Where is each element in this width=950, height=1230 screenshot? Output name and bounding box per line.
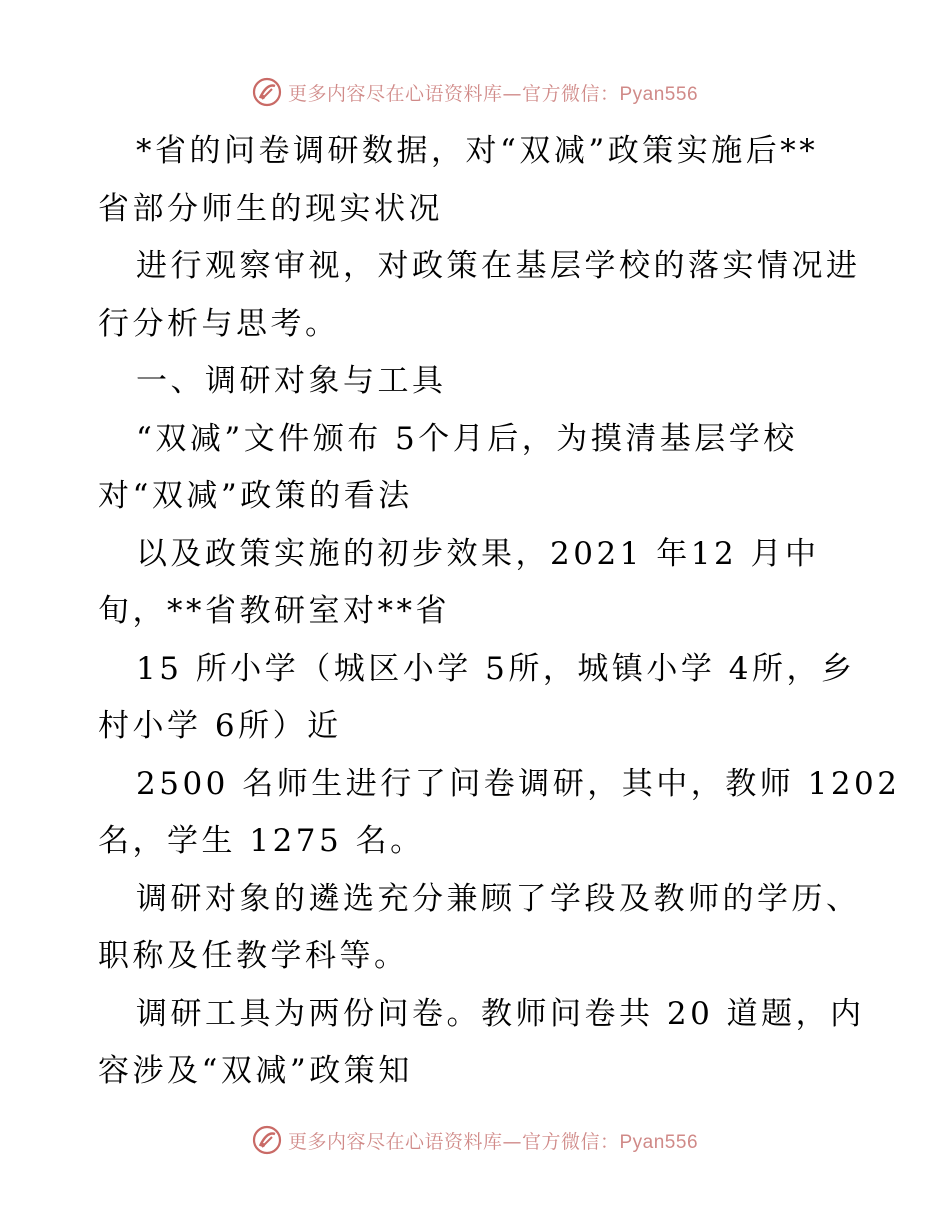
document-line: 一、调研对象与工具 xyxy=(136,363,447,399)
document-line: 容涉及“双减”政策知 xyxy=(98,1053,413,1089)
watermark-text: 更多内容尽在心语资料库—官方微信：Pyan556 xyxy=(287,82,699,105)
document-line: 对“双减”政策的看法 xyxy=(98,478,413,514)
watermark-wechat-id: Pyan556 xyxy=(619,1131,699,1153)
document-line: 旬，**省教研室对**省 xyxy=(98,593,450,629)
header-watermark xyxy=(0,72,950,112)
watermark-text: 更多内容尽在心语资料库—官方微信：Pyan556 xyxy=(287,1130,699,1153)
document-line: 职称及任教学科等。 xyxy=(98,938,409,974)
document-line: 行分析与思考。 xyxy=(98,305,340,342)
document-line: 省部分师生的现实状况 xyxy=(98,190,443,227)
document-line: 调研对象的遴选充分兼顾了学段及教师的学历、 xyxy=(136,880,861,917)
document-body xyxy=(98,123,901,1101)
document-line: *省的问卷调研数据，对“双减”政策实施后** xyxy=(136,133,819,169)
document-line: 2500 名师生进行了问卷调研，其中，教师 1202 xyxy=(136,765,901,802)
document-line: 15 所小学（城区小学 5所，城镇小学 4所，乡 xyxy=(136,650,856,687)
document-line: 调研工具为两份问卷。教师问卷共 20 道题，内 xyxy=(136,995,865,1032)
footer-watermark xyxy=(0,1120,950,1160)
document-line: 村小学 6所）近 xyxy=(98,708,342,744)
watermark-wechat-id: Pyan556 xyxy=(619,83,699,105)
document-line: 以及政策实施的初步效果，2021 年12 月中 xyxy=(136,535,820,572)
document-line: 名，学生 1275 名。 xyxy=(98,823,425,859)
watermark-logo-icon xyxy=(252,1125,282,1155)
document-line: 进行观察审视，对政策在基层学校的落实情况进 xyxy=(136,248,861,284)
document-line: “双减”文件颁布 5个月后，为摸清基层学校 xyxy=(136,420,798,457)
watermark-logo-icon xyxy=(252,77,282,107)
